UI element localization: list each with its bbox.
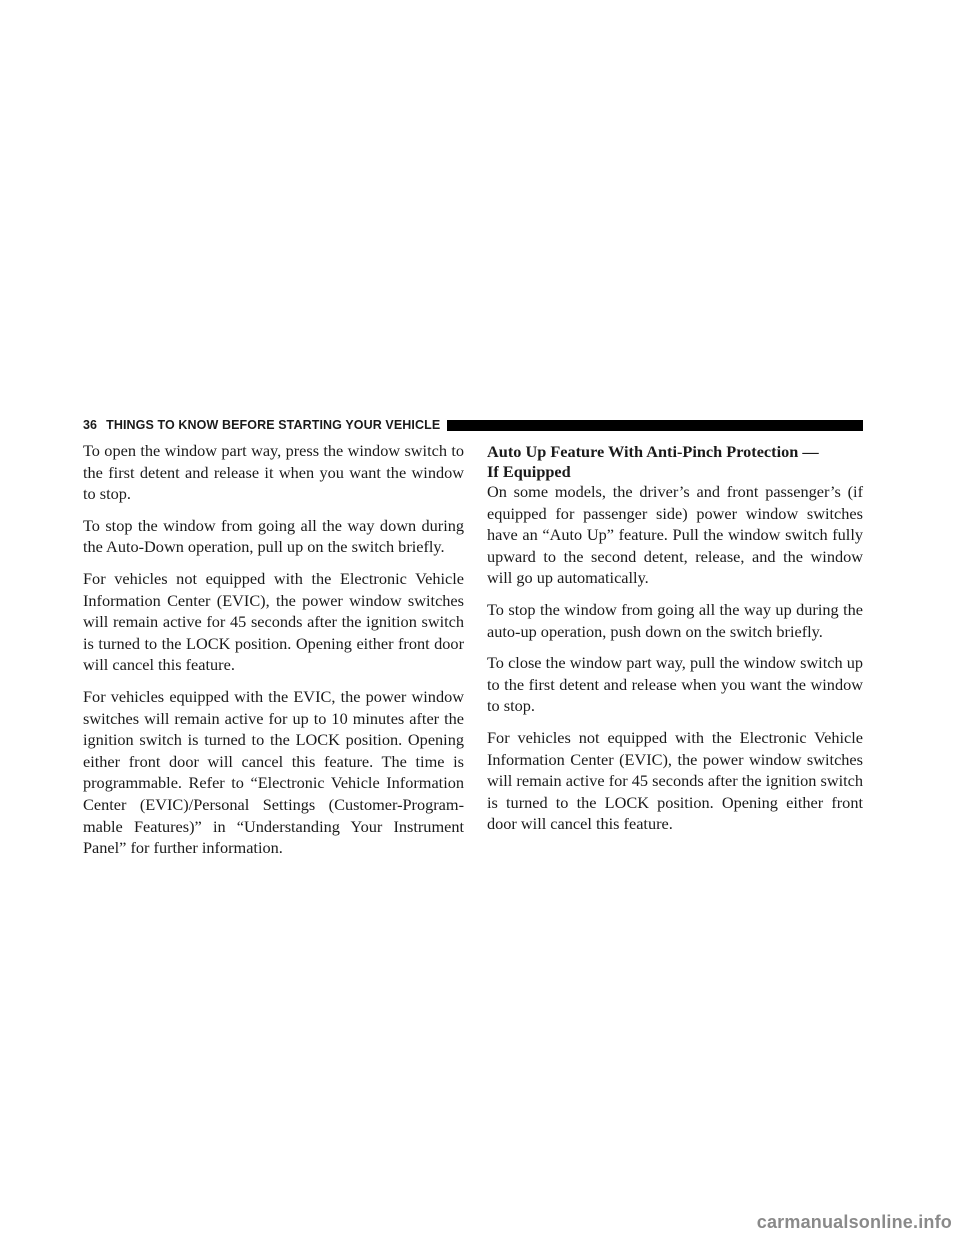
paragraph: To open the window part way, press the window switch to the first detent and release it when you want the window to stop. (83, 441, 464, 504)
paragraph: To stop the window from going all the way down during the Auto-Down operation, pull up on the switch briefly. (83, 515, 464, 557)
heading-line: Auto Up Feature With Anti-Pinch Protection — (487, 442, 819, 461)
header-rule (447, 420, 863, 431)
heading-line: If Equipped (487, 461, 571, 481)
left-column (83, 440, 464, 869)
paragraph: On some models, the driver’s and front passenger’s (if equipped for passenger side) power window switches have an “Auto Up” feature. Pull the window switch fully upward to the second detent, release, and the window will go up automatically. (487, 482, 863, 588)
page-number: 36 (83, 418, 98, 432)
paragraph: For vehicles not equipped with the Electronic Vehicle Information Center (EVIC), the power window switches will remain active for 45 seconds after the ignition switch is turned to the LOCK position. Opening either front door will cancel this feature. (83, 568, 464, 675)
section-title: THINGS TO KNOW BEFORE STARTING YOUR VEHICLE (106, 418, 441, 432)
paragraph: To close the window part way, pull the window switch up to the first detent and release when you want the window to stop. (487, 653, 863, 716)
right-column (487, 440, 863, 845)
paragraph: To stop the window from going all the way up during the auto-up operation, push down on the switch briefly. (487, 599, 863, 641)
paragraph: For vehicles equipped with the EVIC, the power window switches will remain active for up to 10 minutes after the ignition switch is turned to the LOCK position. Opening either front door will cancel this feature. The time is programmable. Refer to “Electronic Vehicle Information Center (EVIC)/Personal Settings (Customer-Program-mable Features)” in “Understanding Your Instrument Panel” for further information. (83, 686, 464, 858)
page-header (83, 418, 863, 432)
section-heading (487, 442, 863, 481)
paragraph: For vehicles not equipped with the Electronic Vehicle Information Center (EVIC), the power window switches will remain active for 45 seconds after the ignition switch is turned to the LOCK position. Opening either front door will cancel this feature. (487, 727, 863, 834)
watermark: carmanualsonline.info (756, 1212, 952, 1232)
